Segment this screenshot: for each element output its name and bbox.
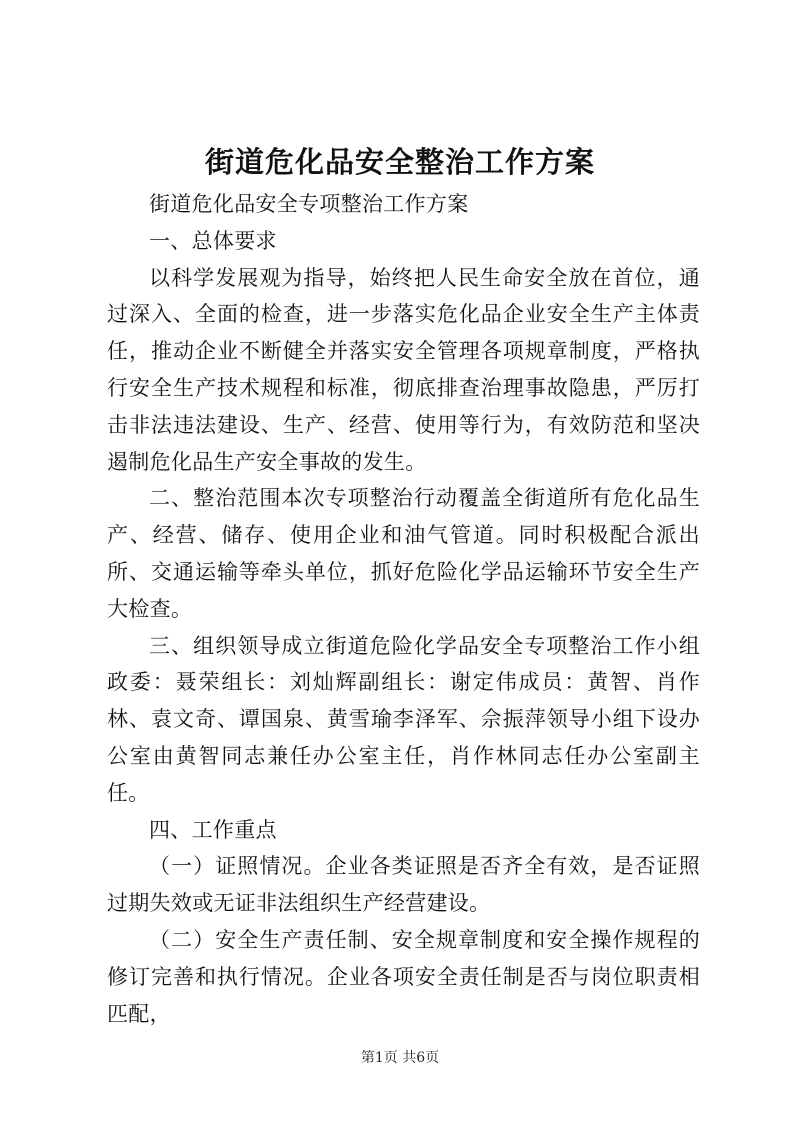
paragraph-section-2: 二、整治范围本次专项整治行动覆盖全街道所有危化品生产、经营、储存、使用企业和油气管道。同时积极配合派出所、交通运输等牵头单位，抓好危险化学品运输环节安全生产大检查。 [107, 486, 700, 621]
paragraph-item-1: （一）证照情况。企业各类证照是否齐全有效，是否证照过期失效或无证非法组织生产经营建设。 [107, 854, 700, 916]
paragraph-section-1-body: 以科学发展观为指导，始终把人民生命安全放在首位，通过深入、全面的检查，进一步落实危化品企业安全生产主体责任，推动企业不断健全并落实安全管理各项规章制度，严格执行安全生产技术规程和标准，彻底排查治理事故隐患，严厉打击非法违法建设、生产、经营、使用等行为，有效防范和坚决遏制危化品生产安全事故的发生。 [107, 265, 700, 474]
paragraph-item-2: （二）安全生产责任制、安全规章制度和安全操作规程的修订完善和执行情况。企业各项安全责任制是否与岗位职责相匹配， [107, 927, 700, 1026]
document-body [107, 186, 700, 1032]
document-title: 街道危化品安全整治工作方案 [204, 145, 595, 179]
paragraph-section-3: 三、组织领导成立街道危险化学品安全专项整治工作小组政委：聂荣组长：刘灿辉副组长：谢定伟成员：黄智、肖作林、袁文奇、谭国泉、黄雪瑜李泽军、佘振萍领导小组下设办公室由黄智同志兼任办公室主任，肖作林同志任办公室副主任。 [107, 633, 700, 805]
paragraph-section-4-heading: 四、工作重点 [149, 817, 277, 842]
paragraph-subtitle: 街道危化品安全专项整治工作方案 [149, 192, 469, 216]
page-footer: 第1页 共6页 [360, 1050, 440, 1066]
paragraph-section-1-heading: 一、总体要求 [149, 228, 277, 253]
